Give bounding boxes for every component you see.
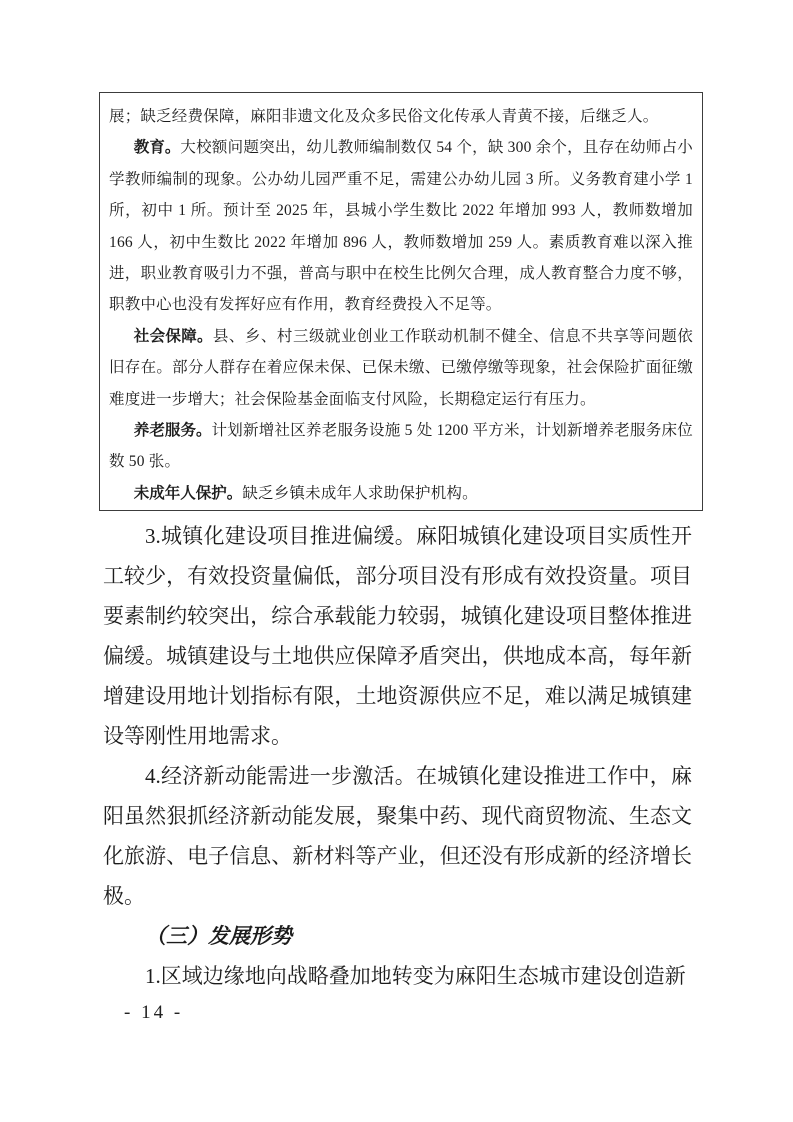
section-heading-development-situation: （三）发展形势 xyxy=(145,924,292,948)
box-text-education: 大校额问题突出，幼儿教师编制数仅 54 个，缺 300 余个，且存在幼师占小学教师编制的现象。公办幼儿园严重不足，需建公办幼儿园 3 所。义务教育建小学 1 所，初中 1 所。预计至 2025 年，县城小学生数比 2022 年增加 993 人，教师数增加 166 人，初中生数比 2022 年增加 896 人，教师数增加 259 人。素质教育难以深入推进，职业教育吸引力不强，普高与职中在校生比例欠合理，成人教育整合力度不够，职教中心也没有发挥好应有作用，教育经费投入不足等。 xyxy=(109,139,693,314)
box-text-social-security: 县、乡、村三级就业创业工作联动机制不健全、信息不共享等问题依旧存在。部分人群存在着应保未保、已保未缴、已缴停缴等现象，社会保险扩面征缴难度进一步增大；社会保险基金面临支付风险，长期稳定运行有压力。 xyxy=(109,327,693,408)
box-label-education: 教育。 xyxy=(133,139,181,157)
box-paragraph-education xyxy=(109,132,693,320)
box-paragraph-elderly-care xyxy=(109,415,693,478)
paragraph-regional-strategy: 1.区域边缘地向战略叠加地转变为麻阳生态城市建设创造新 xyxy=(145,964,686,988)
page-number: - 14 - xyxy=(124,1002,184,1023)
box-text-elderly-care: 计划新增社区养老服务设施 5 处 1200 平方米，计划新增养老服务床位数 50 张。 xyxy=(109,422,693,471)
paragraph-urbanization-projects: 3.城镇化建设项目推进偏缓。麻阳城镇化建设项目实质性开工较少，有效投资量偏低，部分项目没有形成有效投资量。项目要素制约较突出，综合承载能力较弱，城镇化建设项目整体推进偏缓。城镇建设与土地供应保障矛盾突出，供地成本高，每年新增建设用地计划指标有限，土地资源供应不足，难以满足城镇建设等刚性用地需求。 xyxy=(103,524,692,748)
box-continuation-paragraph xyxy=(109,101,693,132)
paragraph-new-economic-drivers: 4.经济新动能需进一步激活。在城镇化建设推进工作中，麻阳虽然狠抓经济新动能发展，聚集中药、现代商贸物流、生态文化旅游、电子信息、新材料等产业，但还没有形成新的经济增长极。 xyxy=(103,764,692,908)
box-text-minor-protection: 缺乏乡镇未成年人求助保护机构。 xyxy=(242,484,478,502)
box-label-elderly-care: 养老服务。 xyxy=(133,422,212,440)
box-paragraph-minor-protection xyxy=(109,478,693,509)
body-text-column xyxy=(103,516,692,996)
box-paragraph-social-security xyxy=(109,321,693,415)
box-label-minor-protection: 未成年人保护。 xyxy=(133,484,243,502)
box-continuation-text: 展；缺乏经费保障，麻阳非遗文化及众多民俗文化传承人青黄不接，后继乏人。 xyxy=(109,108,659,125)
box-label-social-security: 社会保障。 xyxy=(133,327,213,345)
issues-overview-box xyxy=(99,92,703,511)
